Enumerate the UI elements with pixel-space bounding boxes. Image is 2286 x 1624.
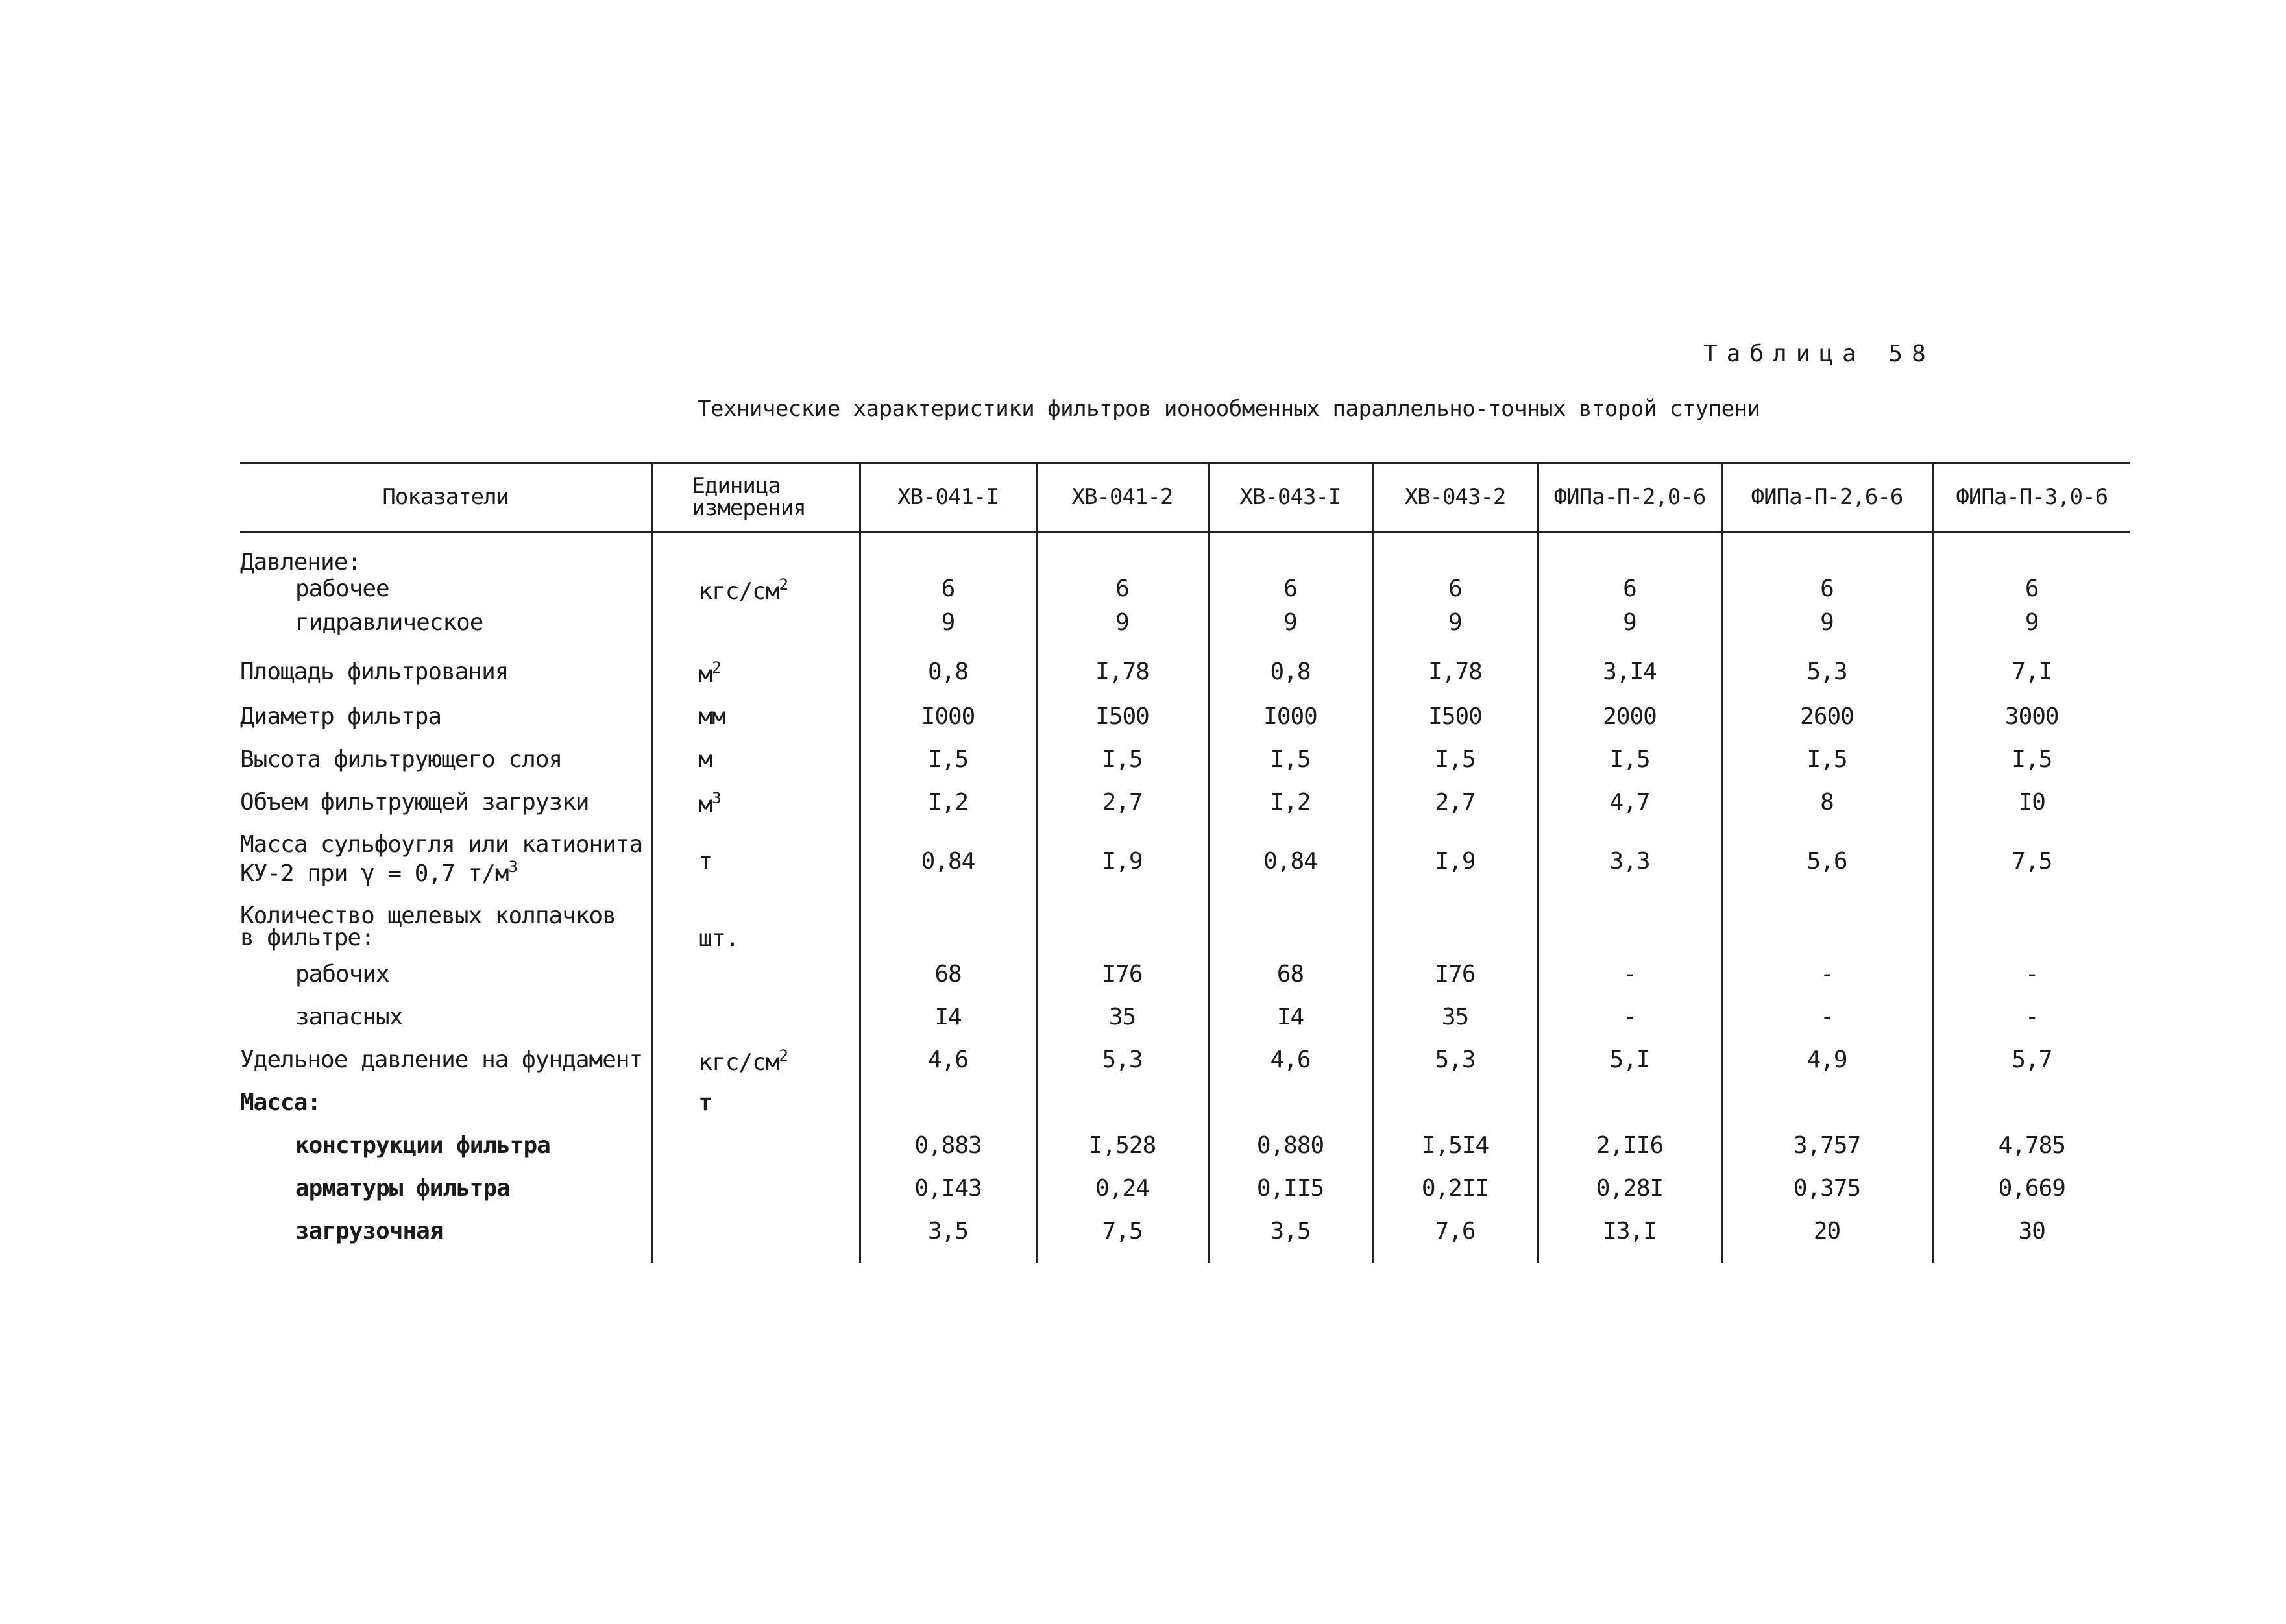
row-label: Давление:	[240, 548, 361, 576]
value-cell: -	[1932, 961, 2130, 1004]
value-cell: 9	[1721, 609, 1932, 643]
value-cell: I0	[1932, 773, 2130, 818]
table-row	[240, 1132, 2130, 1175]
table-row	[240, 643, 2130, 688]
value-cell: 68	[860, 961, 1036, 1004]
row-label: Высота фильтрующего слоя	[240, 745, 563, 773]
value-cell: I,78	[1036, 643, 1208, 688]
value-cell: 0,669	[1932, 1175, 2130, 1218]
value-cell: I,528	[1036, 1132, 1208, 1175]
value-cell: 3,5	[860, 1218, 1036, 1263]
value-cell: 2,II6	[1538, 1132, 1721, 1175]
value-cell: 9	[1538, 609, 1721, 643]
value-cell: 0,II5	[1208, 1175, 1372, 1218]
value-cell: 3,757	[1721, 1132, 1932, 1175]
value-cell: I000	[1208, 688, 1372, 731]
row-label: рабочее	[295, 575, 389, 602]
row-label: арматуры фильтра	[295, 1174, 510, 1202]
value-cell: I,5	[1372, 731, 1538, 773]
value-cell: I4	[860, 1004, 1036, 1047]
value-cell: 0,84	[1208, 818, 1372, 890]
value-cell: I,78	[1372, 643, 1538, 688]
value-cell: 8	[1721, 773, 1932, 818]
value-cell: 20	[1721, 1218, 1932, 1263]
unit-cell: шт.	[652, 890, 860, 961]
table-row	[240, 1089, 2130, 1132]
value-cell: 35	[1372, 1004, 1538, 1047]
value-cell: 7,5	[1932, 818, 2130, 890]
row-label: Масса сульфоугля или катионита КУ-2 при γ = 0,7 $т/м^3$	[240, 830, 643, 887]
row-label: конструкции фильтра	[295, 1132, 550, 1159]
value-cell: 0,883	[860, 1132, 1036, 1175]
value-cell: 2,7	[1372, 773, 1538, 818]
value-cell: I,9	[1036, 818, 1208, 890]
row-label: гидравлическое	[295, 609, 483, 636]
value-cell: 0,8	[1208, 643, 1372, 688]
value-cell: 6	[1208, 576, 1372, 609]
unit-cell: кгс/$см^2$	[652, 576, 860, 609]
row-label: Площадь фильтрования	[240, 658, 509, 685]
table-row	[240, 1004, 2130, 1047]
value-cell: I500	[1036, 688, 1208, 731]
value-cell: -	[1538, 961, 1721, 1004]
header-model: ХВ-041-I	[860, 463, 1036, 532]
table-row	[240, 1047, 2130, 1089]
value-cell: 0,I43	[860, 1175, 1036, 1218]
value-cell: -	[1932, 1004, 2130, 1047]
value-cell: 0,28I	[1538, 1175, 1721, 1218]
table-row	[240, 576, 2130, 609]
value-cell: 0,24	[1036, 1175, 1208, 1218]
value-cell: 5,7	[1932, 1047, 2130, 1089]
value-cell: 5,3	[1036, 1047, 1208, 1089]
value-cell: 3,5	[1208, 1218, 1372, 1263]
value-cell: 0,880	[1208, 1132, 1372, 1175]
value-cell: 4,9	[1721, 1047, 1932, 1089]
row-label: Удельное давление на фундамент	[240, 1046, 643, 1073]
table-label: Таблица 58	[1703, 341, 1935, 367]
row-label: Количество щелевых колпачков в фильтре:	[240, 902, 616, 951]
value-cell: I76	[1036, 961, 1208, 1004]
unit-cell: кгс/$см^2$	[652, 1047, 860, 1089]
value-cell: 7,5	[1036, 1218, 1208, 1263]
header-unit: Единица измерения	[652, 463, 860, 532]
table-row	[240, 688, 2130, 731]
value-cell: 9	[1208, 609, 1372, 643]
value-cell: 3,3	[1538, 818, 1721, 890]
value-cell: I,5	[1721, 731, 1932, 773]
value-cell: 30	[1932, 1218, 2130, 1263]
unit-cell: мм	[652, 688, 860, 731]
value-cell: 2000	[1538, 688, 1721, 731]
unit-cell: т	[652, 1089, 860, 1132]
value-cell: I4	[1208, 1004, 1372, 1047]
value-cell: 7,I	[1932, 643, 2130, 688]
value-cell: -	[1721, 1004, 1932, 1047]
value-cell: I,5	[1036, 731, 1208, 773]
header-model: ХВ-043-2	[1372, 463, 1538, 532]
value-cell: 9	[1372, 609, 1538, 643]
value-cell: I000	[860, 688, 1036, 731]
value-cell: I,5I4	[1372, 1132, 1538, 1175]
value-cell: 6	[1036, 576, 1208, 609]
value-cell: 6	[1538, 576, 1721, 609]
value-cell: 0,8	[860, 643, 1036, 688]
value-cell: 0,375	[1721, 1175, 1932, 1218]
table-row	[240, 961, 2130, 1004]
value-cell: -	[1538, 1004, 1721, 1047]
value-cell: I76	[1372, 961, 1538, 1004]
row-label: Объем фильтрующей загрузки	[240, 788, 589, 816]
value-cell: I,2	[860, 773, 1036, 818]
value-cell: 9	[1932, 609, 2130, 643]
unit-cell: м	[652, 731, 860, 773]
header-model: ХВ-041-2	[1036, 463, 1208, 532]
value-cell: 5,3	[1372, 1047, 1538, 1089]
value-cell: 3,I4	[1538, 643, 1721, 688]
value-cell: 4,785	[1932, 1132, 2130, 1175]
value-cell: 0,2II	[1372, 1175, 1538, 1218]
table-row	[240, 773, 2130, 818]
value-cell: I,9	[1372, 818, 1538, 890]
value-cell: 9	[860, 609, 1036, 643]
header-model: ФИПа-П-2,6-6	[1721, 463, 1932, 532]
value-cell: 7,6	[1372, 1218, 1538, 1263]
table-row	[240, 609, 2130, 643]
value-cell: 4,6	[1208, 1047, 1372, 1089]
value-cell: I,5	[1538, 731, 1721, 773]
unit-cell: $м^2$	[652, 643, 860, 688]
value-cell: 3000	[1932, 688, 2130, 731]
table-row	[240, 818, 2130, 890]
table-row	[240, 1218, 2130, 1263]
row-label: загрузочная	[295, 1217, 443, 1244]
value-cell: 35	[1036, 1004, 1208, 1047]
value-cell: 2,7	[1036, 773, 1208, 818]
value-cell: 2600	[1721, 688, 1932, 731]
value-cell: I500	[1372, 688, 1538, 731]
table-row	[240, 890, 2130, 961]
row-label: Диаметр фильтра	[240, 703, 442, 730]
unit-cell: т	[652, 818, 860, 890]
row-label: запасных	[295, 1003, 403, 1030]
value-cell: -	[1721, 961, 1932, 1004]
value-cell: 4,7	[1538, 773, 1721, 818]
value-cell: 0,84	[860, 818, 1036, 890]
header-model: ФИПа-П-2,0-6	[1538, 463, 1721, 532]
value-cell: 5,6	[1721, 818, 1932, 890]
value-cell: I,5	[1932, 731, 2130, 773]
header-row	[240, 463, 2130, 532]
value-cell: I,5	[1208, 731, 1372, 773]
row-label: рабочих	[295, 960, 389, 988]
value-cell: 4,6	[860, 1047, 1036, 1089]
unit-cell: $м^3$	[652, 773, 860, 818]
row-label: Масса:	[240, 1089, 321, 1116]
header-model: ХВ-043-I	[1208, 463, 1372, 532]
specifications-table	[240, 462, 2130, 1263]
table-row	[240, 1175, 2130, 1218]
table-row	[240, 532, 2130, 576]
value-cell: I,2	[1208, 773, 1372, 818]
value-cell: I3,I	[1538, 1218, 1721, 1263]
header-model: ФИПа-П-3,0-6	[1932, 463, 2130, 532]
table-title: Технические характеристики фильтров ионообменных параллельно-точных второй ступени	[698, 396, 1760, 422]
value-cell: 5,I	[1538, 1047, 1721, 1089]
value-cell: 68	[1208, 961, 1372, 1004]
table-row	[240, 731, 2130, 773]
value-cell: I,5	[860, 731, 1036, 773]
value-cell: 9	[1036, 609, 1208, 643]
value-cell: 6	[1721, 576, 1932, 609]
value-cell: 6	[1372, 576, 1538, 609]
value-cell: 5,3	[1721, 643, 1932, 688]
value-cell: 6	[860, 576, 1036, 609]
header-indicator: Показатели	[240, 463, 652, 532]
value-cell: 6	[1932, 576, 2130, 609]
